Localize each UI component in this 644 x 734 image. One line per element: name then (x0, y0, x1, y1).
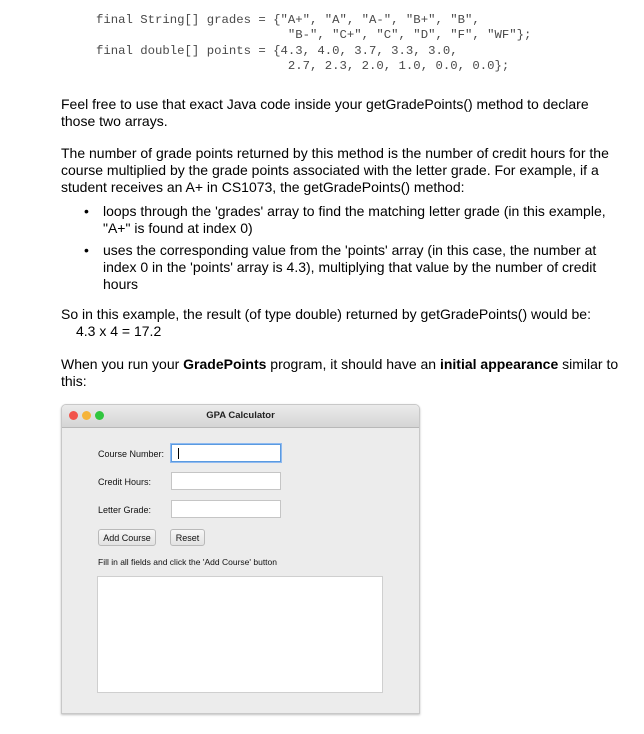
paragraph-grade-points-explanation: The number of grade points returned by this method is the number of credit hours for the course multiplied by the grade points associated with the letter grade. For example, if a student receives an A+ in CS1073, the getGradePoints() method: (61, 145, 609, 195)
letter-grade-input[interactable] (171, 500, 281, 518)
credit-hours-input[interactable] (171, 472, 281, 490)
emphasis-text: initial appearance (439, 356, 559, 372)
paragraph-result-intro: So in this example, the result (of type double) returned by getGradePoints() would be: (61, 306, 591, 322)
code-line: final double[] points = {4.3, 4.0, 3.7, 3.3, 3.0, (96, 43, 458, 58)
text-span: program, it should have an (266, 356, 440, 372)
window-titlebar[interactable] (62, 405, 419, 428)
code-line: 2.7, 2.3, 2.0, 1.0, 0.0, 0.0}; (96, 58, 510, 73)
text-span: When you run your (61, 356, 184, 372)
course-number-label: Course Number: (98, 449, 165, 459)
paragraph-initial-appearance (61, 356, 621, 390)
program-name: GradePoints (183, 356, 267, 372)
code-line: final String[] grades = {"A+", "A", "A-", "B+", "B", (96, 13, 480, 27)
window-title: GPA Calculator (206, 410, 275, 421)
gpa-calculator-window (61, 404, 420, 714)
list-item-text: loops through the 'grades' array to find the matching letter grade (in this example, "A+" is found at index 0) (103, 203, 606, 236)
course-number-input[interactable] (171, 444, 281, 462)
list-item-text: uses the corresponding value from the 'points' array (in this case, the number at index 0 in the 'points' array is 4.3), multiplying that value by the number of credit hours (103, 242, 597, 292)
course-output-textarea[interactable] (97, 576, 383, 693)
credit-hours-label: Credit Hours: (98, 477, 152, 487)
add-course-button[interactable]: Add Course (98, 529, 156, 546)
letter-grade-label: Letter Grade: (98, 505, 152, 515)
code-snippet (96, 13, 531, 74)
text-span: similar to this: (61, 356, 619, 389)
result-expression: 4.3 x 4 = 17.2 (76, 323, 162, 339)
reset-button[interactable]: Reset (170, 529, 205, 546)
bullet-icon: • (84, 203, 89, 219)
paragraph-arrays-note: Feel free to use that exact Java code inside your getGradePoints() method to declare those two arrays. (61, 96, 589, 129)
status-message: Fill in all fields and click the 'Add Course' button (98, 557, 278, 567)
text-caret (178, 448, 179, 459)
bullet-icon: • (84, 242, 89, 258)
code-line: "B-", "C+", "C", "D", "F", "WF"}; (96, 28, 532, 43)
